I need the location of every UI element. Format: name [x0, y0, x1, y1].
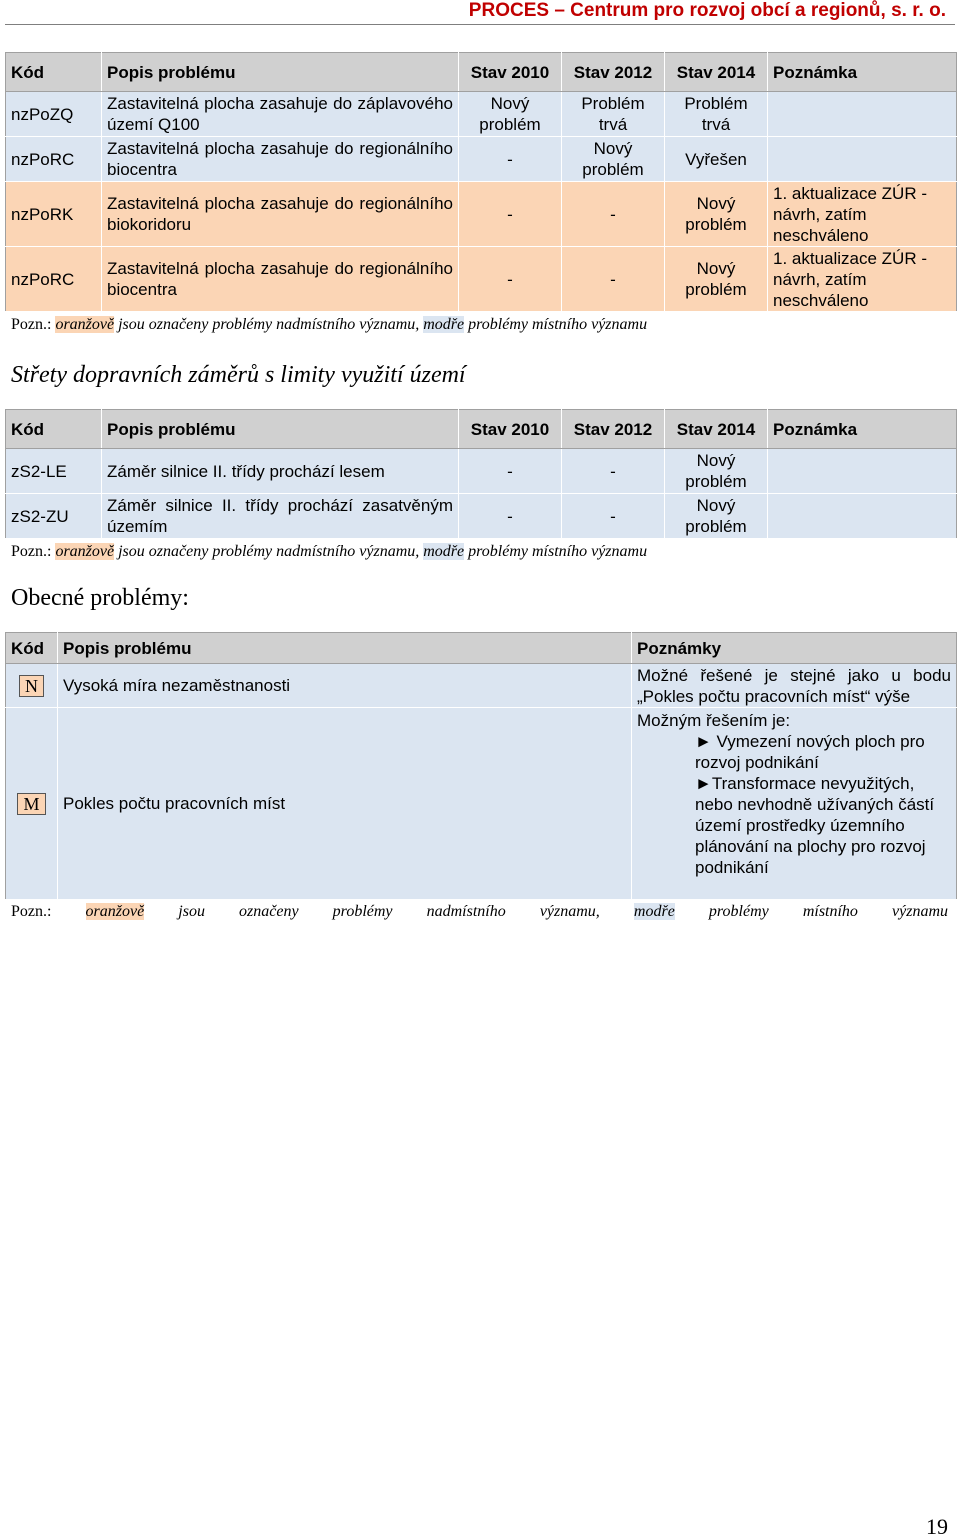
table-row [6, 137, 957, 182]
table-row [6, 247, 957, 312]
row-stav-2012: - [562, 247, 665, 312]
row-stav-2014: Vyřešen [665, 137, 768, 182]
row-note: 1. aktualizace ZÚR - návrh, zatím neschváleno [768, 247, 957, 312]
legend-orange: oranžově [55, 543, 115, 560]
problems-table-2 [5, 409, 957, 539]
row-note [768, 137, 957, 182]
col-header-description: Popis problému [102, 53, 459, 92]
row-note [632, 708, 957, 900]
legend-end: problémy místního významu [468, 316, 648, 333]
table-header-row [6, 633, 957, 664]
row-stav-2010: Nový problém [459, 92, 562, 137]
row-code: nzPoRK [6, 182, 102, 247]
col-header-code: Kód [6, 410, 102, 449]
legend-note-3 [11, 902, 948, 922]
legend-orange: oranžově [55, 316, 115, 333]
col-header-stav-2010: Stav 2010 [459, 53, 562, 92]
row-code: nzPoRC [6, 137, 102, 182]
general-problems-table [5, 632, 957, 900]
col-header-description: Popis problému [58, 633, 632, 664]
row-stav-2012: Nový problém [562, 137, 665, 182]
row-code: zS2-LE [6, 449, 102, 494]
legend-end: problémy místního významu [468, 543, 648, 560]
row-stav-2012: - [562, 494, 665, 539]
note-intro: Možným řešením je: [637, 711, 791, 730]
col-header-stav-2012: Stav 2012 [562, 53, 665, 92]
row-stav-2014: Problém trvá [665, 92, 768, 137]
row-description: Záměr silnice II. třídy prochází lesem [102, 449, 459, 494]
row-stav-2010: - [459, 494, 562, 539]
page-number: 19 [926, 1514, 948, 1539]
legend-label: Pozn.: [11, 543, 52, 560]
section-title-general: Obecné problémy: [11, 585, 189, 611]
code-badge: M [17, 793, 45, 815]
row-note: 1. aktualizace ZÚR - návrh, zatím neschváleno [768, 182, 957, 247]
col-header-stav-2010: Stav 2010 [459, 410, 562, 449]
row-description: Zastavitelná plocha zasahuje do regionálního biokoridoru [102, 182, 459, 247]
row-code [6, 708, 58, 900]
table-row [6, 182, 957, 247]
row-stav-2014: Nový problém [665, 182, 768, 247]
legend-blue: modře [423, 316, 465, 333]
table-row [6, 92, 957, 137]
row-description: Zastavitelná plocha zasahuje do regionálního biocentra [102, 137, 459, 182]
legend-mid: jsou označeny problémy nadmístního významu, [118, 543, 420, 560]
col-header-stav-2014: Stav 2014 [665, 53, 768, 92]
row-stav-2012: - [562, 449, 665, 494]
row-note [768, 449, 957, 494]
section-title-transport: Střety dopravních záměrů s limity využití území [11, 362, 466, 388]
legend-mid: jsou označeny problémy nadmístního významu, [178, 903, 600, 920]
note-item: ► Vymezení nových ploch pro rozvoj podnikání [695, 732, 925, 772]
code-badge: N [19, 675, 44, 697]
row-description: Zastavitelná plocha zasahuje do regionálního biocentra [102, 247, 459, 312]
legend-note-1 [11, 315, 647, 335]
problems-table-1 [5, 52, 957, 312]
row-description: Zastavitelná plocha zasahuje do záplavového území Q100 [102, 92, 459, 137]
row-stav-2010: - [459, 247, 562, 312]
document-header-title: PROCES – Centrum pro rozvoj obcí a regionů, s. r. o. [468, 0, 946, 21]
note-item: ►Transformace nevyužitých, nebo nevhodně užívaných částí území prostředky územního plánování na plochy pro rozvoj podnikání [695, 774, 935, 877]
legend-blue: modře [633, 903, 675, 920]
row-code: nzPoRC [6, 247, 102, 312]
row-stav-2012: Problém trvá [562, 92, 665, 137]
legend-end: problémy místního významu [708, 903, 949, 920]
col-header-stav-2014: Stav 2014 [665, 410, 768, 449]
row-note: Možné řešené je stejné jako u bodu „Pokles počtu pracovních míst“ výše [632, 664, 957, 708]
row-code: zS2-ZU [6, 494, 102, 539]
col-header-code: Kód [6, 53, 102, 92]
col-header-note: Poznámka [768, 53, 957, 92]
header-rule [5, 24, 955, 25]
table-header-row [6, 410, 957, 449]
row-description: Pokles počtu pracovních míst [58, 708, 632, 900]
row-description: Záměr silnice II. třídy prochází zasatvěným územím [102, 494, 459, 539]
row-code: nzPoZQ [6, 92, 102, 137]
legend-label: Pozn.: [11, 903, 52, 920]
legend-mid: jsou označeny problémy nadmístního významu, [118, 316, 420, 333]
legend-blue: modře [423, 543, 465, 560]
table-row [6, 449, 957, 494]
legend-orange: oranžově [85, 903, 145, 920]
row-stav-2010: - [459, 449, 562, 494]
col-header-notes: Poznámky [632, 633, 957, 664]
row-stav-2010: - [459, 182, 562, 247]
col-header-description: Popis problému [102, 410, 459, 449]
col-header-code: Kód [6, 633, 58, 664]
row-code [6, 664, 58, 708]
table-row [6, 494, 957, 539]
table-row [6, 708, 957, 900]
row-stav-2012: - [562, 182, 665, 247]
legend-note-2 [11, 542, 647, 562]
row-note [768, 92, 957, 137]
row-description: Vysoká míra nezaměstnanosti [58, 664, 632, 708]
col-header-stav-2012: Stav 2012 [562, 410, 665, 449]
table-header-row [6, 53, 957, 92]
row-stav-2010: - [459, 137, 562, 182]
row-note [768, 494, 957, 539]
table-row [6, 664, 957, 708]
legend-label: Pozn.: [11, 316, 52, 333]
row-stav-2014: Nový problém [665, 449, 768, 494]
row-stav-2014: Nový problém [665, 494, 768, 539]
row-stav-2014: Nový problém [665, 247, 768, 312]
col-header-note: Poznámka [768, 410, 957, 449]
